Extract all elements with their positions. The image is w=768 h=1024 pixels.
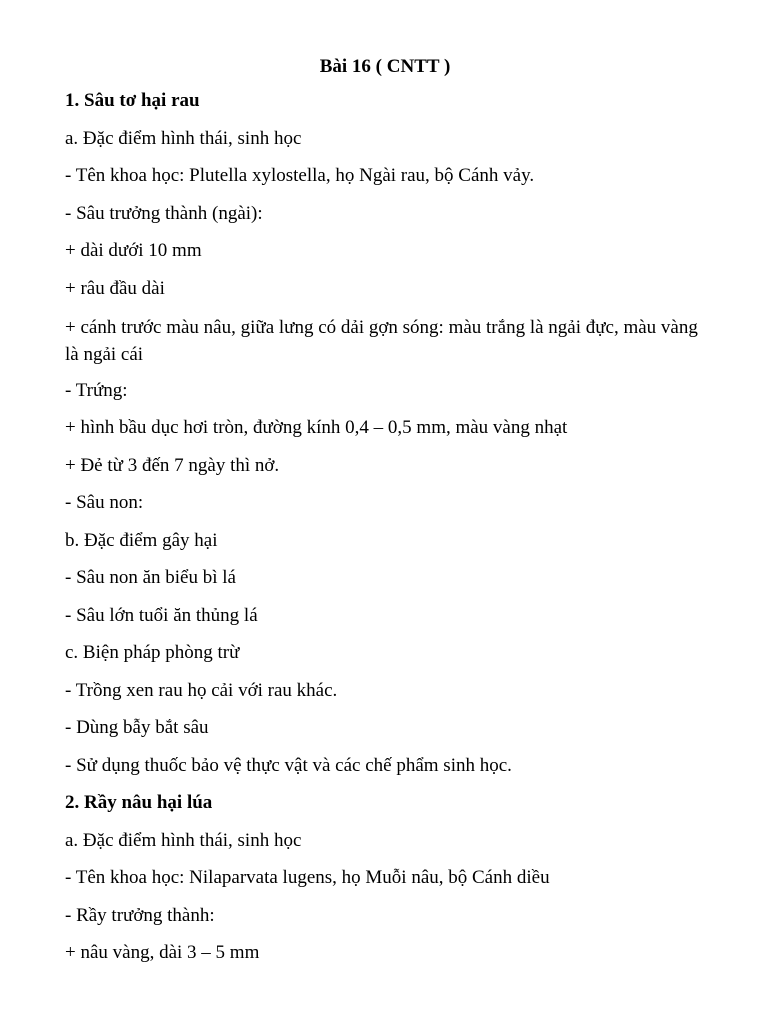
subsection-heading: c. Biện pháp phòng trừ (65, 642, 240, 663)
text-line: + cánh trước màu nâu, giữa lưng có dải gợn sóng: màu trắng là ngải đực, màu vàng là ngải cái (65, 317, 698, 365)
text-line: + dài dưới 10 mm (65, 240, 202, 261)
text-line: - Trồng xen rau họ cải với rau khác. (65, 679, 338, 701)
text-line: - Sâu lớn tuổi ăn thủng lá (65, 604, 258, 626)
subsection-heading: a. Đặc điểm hình thái, sinh học (65, 127, 302, 149)
section-heading: 2. Rầy nâu hại lúa (65, 792, 213, 813)
text-line: + râu đầu dài (65, 277, 165, 299)
text-line: - Sử dụng thuốc bảo vệ thực vật và các chế phẩm sinh học. (65, 754, 512, 776)
subsection-heading: a. Đặc điểm hình thái, sinh học (65, 829, 302, 851)
text-line: - Sâu non ăn biểu bì lá (65, 567, 236, 588)
document-title: Bài 16 ( CNTT ) (319, 56, 451, 77)
subsection-heading: b. Đặc điểm gây hại (65, 529, 218, 551)
text-line: - Tên khoa học: Nilaparvata lugens, họ Muỗi nâu, bộ Cánh diều (65, 867, 550, 888)
text-line: + Đẻ từ 3 đến 7 ngày thì nở. (65, 454, 280, 476)
text-line: + nâu vàng, dài 3 – 5 mm (65, 942, 260, 963)
section-heading: 1. Sâu tơ hại rau (65, 90, 200, 111)
text-line: - Dùng bẫy bắt sâu (65, 717, 209, 738)
text-line: - Rầy trưởng thành: (65, 904, 215, 926)
text-line: - Sâu non: (65, 492, 144, 513)
text-line: - Trứng: (65, 379, 128, 401)
document-page (65, 55, 705, 979)
text-line: + hình bầu dục hơi tròn, đường kính 0,4 – 0,5 mm, màu vàng nhạt (65, 417, 568, 438)
text-line: - Sâu trưởng thành (ngài): (65, 202, 263, 224)
text-line: - Tên khoa học: Plutella xylostella, họ Ngài rau, bộ Cánh vảy. (65, 165, 535, 186)
